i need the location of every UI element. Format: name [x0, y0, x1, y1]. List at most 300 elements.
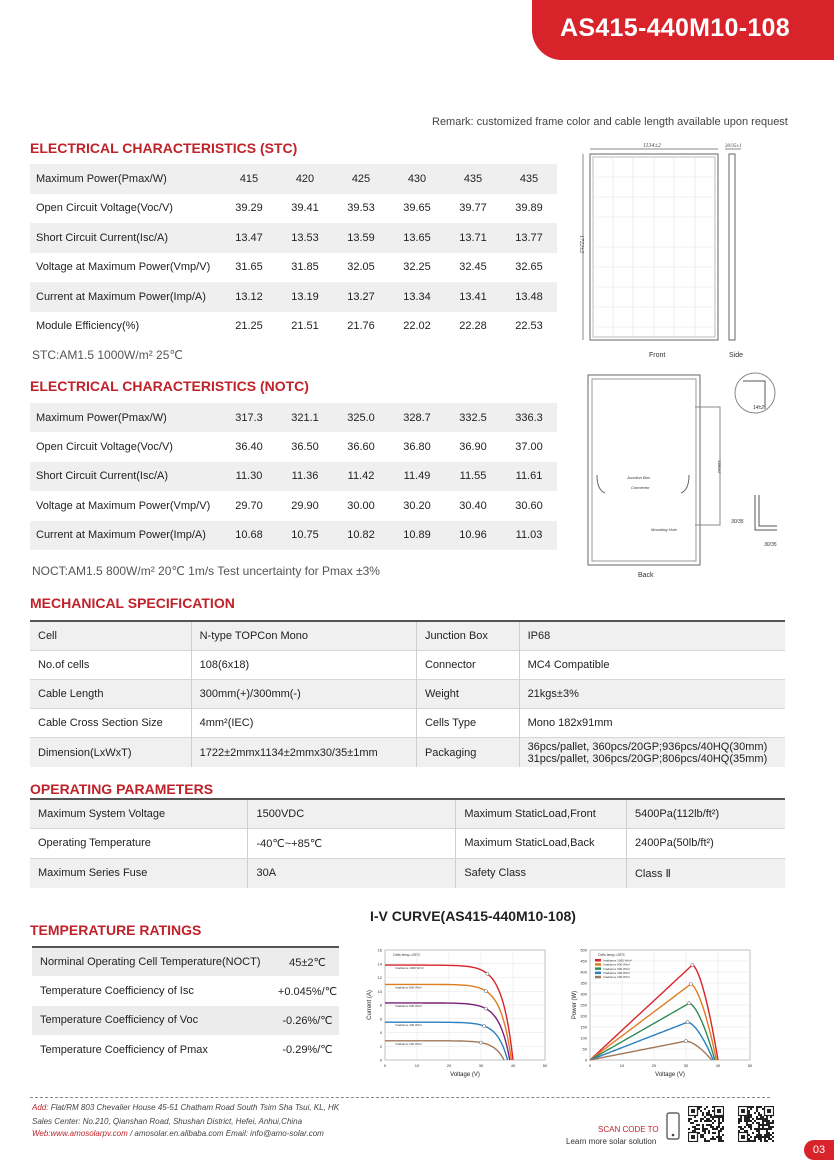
qr-module [766, 1124, 768, 1126]
x-tick-label: 0 [588, 1063, 592, 1068]
spec-value: 32.65 [501, 253, 557, 283]
qr-module [748, 1110, 750, 1112]
qr-module [692, 1126, 694, 1128]
footer-address: Add: Flat/RM 803 Chevalier House 45-51 Chatham Road South Tsim Sha Tsui, KL, HK [32, 1103, 340, 1112]
qr-module [744, 1130, 746, 1132]
qr-module [712, 1128, 714, 1130]
spec-row [32, 947, 339, 976]
spec-key: Cells Type [416, 709, 519, 738]
spec-row [30, 738, 785, 767]
qr-module [710, 1138, 712, 1140]
spec-value: 30.60 [501, 491, 557, 520]
qr-module [714, 1138, 716, 1140]
qr-module [758, 1122, 760, 1124]
spec-value: 39.53 [333, 194, 389, 224]
qr-module [690, 1118, 692, 1120]
x-axis-label: Voltage (V) [655, 1072, 685, 1078]
stc-note: STC:AM1.5 1000W/m² 25℃ [32, 348, 183, 362]
spec-value: 11.03 [501, 521, 557, 550]
qr-module [766, 1136, 768, 1138]
max-power-point [484, 1007, 487, 1010]
back-panel-outline [588, 375, 700, 565]
qr-module [704, 1128, 706, 1130]
qr-module [760, 1128, 762, 1130]
spec-value-line: 31pcs/pallet, 306pcs/20GP;806pcs/40HQ(35mm) [527, 752, 768, 765]
qr-module [746, 1118, 748, 1120]
qr-module [722, 1126, 724, 1128]
notc-note: NOCT:AM1.5 800W/m² 20℃ 1m/s Test uncertainty for Pmax ±3% [32, 564, 380, 578]
spec-value: 36.40 [221, 432, 277, 461]
qr-module [756, 1130, 758, 1132]
spec-value: 1722±2mmx1134±2mmx30/35±1mm [191, 738, 416, 767]
spec-row [30, 799, 785, 829]
qr-module [748, 1116, 750, 1118]
spec-label: Voltage at Maximum Power(Vmp/V) [30, 253, 221, 283]
qr-module [756, 1128, 758, 1130]
qr-module [762, 1124, 764, 1126]
spec-value: 13.59 [333, 223, 389, 253]
y-tick-label: 300 [580, 991, 587, 997]
spec-key: Junction Box [416, 621, 519, 650]
qr-module [698, 1124, 700, 1126]
qr-module [756, 1116, 758, 1118]
spec-row [30, 679, 785, 708]
qr-module [716, 1136, 718, 1138]
qr-module [704, 1108, 706, 1110]
max-power-point [686, 1021, 689, 1024]
side-label: Side [729, 352, 744, 359]
qr-module [738, 1130, 740, 1132]
qr-module [760, 1134, 762, 1136]
qr-module [708, 1110, 710, 1112]
spec-value: 10.82 [333, 521, 389, 550]
spec-row [30, 312, 557, 342]
spec-value: 22.02 [389, 312, 445, 342]
stc-title: ELECTRICAL CHARACTERISTICS (STC) [30, 140, 298, 156]
qr-module [694, 1120, 696, 1122]
stc-table [30, 164, 557, 341]
side-dim: 30/35±1 [725, 144, 742, 149]
spec-key: Cell [30, 621, 191, 650]
spec-key: Operating Temperature [30, 829, 248, 859]
qr-module [712, 1110, 714, 1112]
spec-key: Packaging [416, 738, 519, 767]
qr-module [718, 1126, 720, 1128]
qr-module [718, 1116, 720, 1118]
qr-module [772, 1132, 774, 1134]
notc-table [30, 403, 557, 550]
spec-label: Open Circuit Voltage(Voc/V) [30, 432, 221, 461]
spec-value: 11.61 [501, 462, 557, 491]
qr-module [748, 1118, 750, 1120]
qr-module [758, 1130, 760, 1132]
spec-value: 39.29 [221, 194, 277, 224]
qr-module [740, 1120, 742, 1122]
legend-swatch [595, 967, 601, 970]
spec-row [32, 976, 339, 1005]
qr-module [712, 1136, 714, 1138]
spec-label: Temperature Coefficiency of Voc [32, 1006, 269, 1035]
qr-module [712, 1122, 714, 1124]
spec-value: 32.45 [445, 253, 501, 283]
max-power-point [479, 1041, 482, 1044]
footer-divider [30, 1097, 770, 1098]
qr-module [740, 1128, 742, 1130]
qr-module [716, 1126, 718, 1128]
front-width-dim: 1134±2 [643, 143, 661, 149]
spec-value: 21.76 [333, 312, 389, 342]
spec-value: 39.77 [445, 194, 501, 224]
max-power-point [684, 1039, 687, 1042]
back-label: Back [638, 572, 654, 579]
spec-key: Maximum System Voltage [30, 799, 248, 829]
qr-module [760, 1124, 762, 1126]
series-label: Irradiance 800 W/m² [395, 985, 423, 990]
qr-module [756, 1118, 758, 1120]
qr-module [708, 1140, 710, 1142]
qr-module [754, 1140, 756, 1142]
qr-module [764, 1124, 766, 1126]
spec-value: 21.25 [221, 312, 277, 342]
temperature-title: TEMPERATURE RATINGS [30, 922, 202, 938]
qr-module [750, 1128, 752, 1130]
spec-value: 435 [445, 164, 501, 194]
spec-row [30, 164, 557, 194]
qr-code-icon[interactable] [738, 1106, 774, 1142]
qr-module [708, 1124, 710, 1126]
spec-value: 31.85 [277, 253, 333, 283]
iv-curve-title: I-V CURVE(AS415-440M10-108) [370, 908, 576, 924]
qr-module [766, 1134, 768, 1136]
spec-value: 37.00 [501, 432, 557, 461]
qr-module [768, 1126, 770, 1128]
qr-module [768, 1132, 770, 1134]
x-tick-label: 30 [478, 1063, 484, 1068]
qr-module [708, 1112, 710, 1114]
spec-label: Short Circuit Current(Isc/A) [30, 462, 221, 491]
max-power-point [689, 983, 692, 986]
qr-module [708, 1130, 710, 1132]
qr-module [766, 1120, 768, 1122]
qr-module [688, 1118, 690, 1120]
y-tick-label: 400 [580, 969, 587, 975]
spec-value: 22.53 [501, 312, 557, 342]
page-number: 03 [804, 1140, 834, 1160]
qr-module [764, 1140, 766, 1142]
x-tick-label: 20 [446, 1063, 452, 1068]
qr-module [696, 1128, 698, 1130]
y-tick-label: 4 [379, 1030, 382, 1035]
qr-finder-center [691, 1135, 695, 1139]
qr-module [764, 1118, 766, 1120]
qr-module [694, 1128, 696, 1130]
spec-value: 1500VDC [248, 799, 456, 829]
profile-dim-1: 30/35 [731, 519, 744, 525]
qr-module [750, 1136, 752, 1138]
qr-module [754, 1120, 756, 1122]
qr-module [772, 1120, 774, 1122]
qr-module [718, 1136, 720, 1138]
qr-module [720, 1140, 722, 1142]
qr-module [694, 1130, 696, 1132]
qr-module [722, 1116, 724, 1118]
qr-module [738, 1126, 740, 1128]
qr-module [768, 1124, 770, 1126]
qr-code-icon[interactable] [688, 1106, 724, 1142]
spec-label: Temperature Coefficiency of Isc [32, 976, 269, 1005]
spec-row [30, 432, 557, 461]
legend-label: Irradiance 1000 W/m² [603, 958, 632, 963]
spec-value: 13.53 [277, 223, 333, 253]
qr-module [696, 1124, 698, 1126]
x-tick-label: 30 [683, 1063, 689, 1068]
qr-module [744, 1116, 746, 1118]
spec-value: 22.28 [445, 312, 501, 342]
spec-key: Cable Length [30, 679, 191, 708]
qr-module [722, 1134, 724, 1136]
legend-label: Irradiance 400 W/m² [603, 971, 631, 975]
qr-module [702, 1114, 704, 1116]
spec-value: 13.77 [501, 223, 557, 253]
qr-module [750, 1106, 752, 1108]
back-drawing [575, 365, 790, 585]
qr-finder-center [691, 1109, 695, 1113]
qr-module [752, 1122, 754, 1124]
spec-value: 13.47 [221, 223, 277, 253]
y-tick-label: 450 [580, 958, 587, 964]
qr-module [758, 1132, 760, 1134]
qr-module [746, 1122, 748, 1124]
qr-module [700, 1118, 702, 1120]
x-tick-label: 10 [414, 1063, 420, 1068]
qr-module [706, 1140, 708, 1142]
qr-module [712, 1126, 714, 1128]
y-tick-label: 10 [377, 988, 382, 994]
qr-module [758, 1128, 760, 1130]
front-height-dim: 1722±2 [578, 235, 584, 254]
corner-dim: 14±2 [753, 405, 765, 411]
phone-icon [666, 1112, 680, 1140]
learn-more-text: Learn more solar solution [566, 1137, 657, 1146]
qr-module [748, 1126, 750, 1128]
spec-key: Cable Cross Section Size [30, 709, 191, 738]
spec-value: 39.41 [277, 194, 333, 224]
qr-module [720, 1116, 722, 1118]
qr-module [718, 1122, 720, 1124]
y-tick-label: 12 [377, 975, 382, 980]
qr-module [772, 1136, 774, 1138]
spec-value: 336.3 [501, 403, 557, 432]
qr-module [762, 1122, 764, 1124]
spec-value: MC4 Compatible [519, 650, 785, 679]
qr-module [770, 1134, 772, 1136]
spec-value: 430 [389, 164, 445, 194]
spec-value: Class Ⅱ [626, 858, 785, 888]
qr-module [698, 1106, 700, 1108]
qr-module [720, 1122, 722, 1124]
series-label: Irradiance 600 W/m² [395, 1003, 423, 1008]
spec-row [30, 223, 557, 253]
footer-sales: Sales Center: No.210, Qianshan Road, Shushan District, Hefei, Anhui,China [32, 1117, 303, 1126]
spec-value: 13.41 [445, 282, 501, 312]
qr-module [758, 1134, 760, 1136]
x-tick-label: 10 [619, 1063, 625, 1068]
series-label: Irradiance 1000 W/m² [395, 966, 424, 971]
qr-module [770, 1116, 772, 1118]
front-label: Front [649, 352, 666, 359]
qr-module [718, 1134, 720, 1136]
notc-title: ELECTRICAL CHARACTERISTICS (NOTC) [30, 378, 309, 394]
spec-value: 21.51 [277, 312, 333, 342]
qr-module [740, 1118, 742, 1120]
qr-module [718, 1120, 720, 1122]
qr-module [768, 1136, 770, 1138]
qr-module [720, 1130, 722, 1132]
qr-module [706, 1120, 708, 1122]
y-tick-label: 14 [377, 961, 382, 967]
qr-module [702, 1134, 704, 1136]
qr-module [760, 1118, 762, 1120]
qr-module [768, 1138, 770, 1140]
qr-module [740, 1116, 742, 1118]
spec-value: 36.50 [277, 432, 333, 461]
qr-module [764, 1138, 766, 1140]
qr-module [714, 1116, 716, 1118]
qr-module [754, 1128, 756, 1130]
x-axis-label: Voltage (V) [450, 1072, 480, 1078]
qr-module [708, 1114, 710, 1116]
qr-module [706, 1112, 708, 1114]
qr-module [714, 1132, 716, 1134]
max-power-point [688, 1002, 691, 1005]
spec-value: N-type TOPCon Mono [191, 621, 416, 650]
spec-value: 32.25 [389, 253, 445, 283]
website-link[interactable]: www.amosolarpv.com [50, 1129, 128, 1138]
mechanical-title: MECHANICAL SPECIFICATION [30, 595, 235, 611]
max-power-point [486, 972, 489, 975]
spec-label: Maximum Power(Pmax/W) [30, 164, 221, 194]
spec-row [30, 858, 785, 888]
y-tick-label: 16 [377, 947, 382, 953]
spec-value: 435 [501, 164, 557, 194]
y-tick-label: 50 [582, 1046, 587, 1052]
qr-module [748, 1114, 750, 1116]
operating-table [30, 798, 785, 888]
qr-module [764, 1134, 766, 1136]
qr-module [750, 1120, 752, 1122]
spec-value: 21kgs±3% [519, 679, 785, 708]
spec-value: 29.90 [277, 491, 333, 520]
iv-current-chart [355, 938, 560, 1083]
qr-module [758, 1138, 760, 1140]
qr-module [754, 1112, 756, 1114]
qr-module [760, 1140, 762, 1142]
qr-module [750, 1108, 752, 1110]
qr-module [764, 1136, 766, 1138]
qr-module [752, 1106, 754, 1108]
qr-module [750, 1114, 752, 1116]
spec-key: Maximum Series Fuse [30, 858, 248, 888]
spec-value: 11.55 [445, 462, 501, 491]
remark-text: Remark: customized frame color and cable length available upon request [432, 116, 788, 128]
spec-value: 13.34 [389, 282, 445, 312]
spec-value: 10.75 [277, 521, 333, 550]
qr-module [700, 1120, 702, 1122]
qr-module [722, 1128, 724, 1130]
iv-power-chart [560, 938, 760, 1083]
chart-note: Cells temp.=25℃ [393, 953, 421, 957]
qr-module [758, 1114, 760, 1116]
qr-module [758, 1126, 760, 1128]
scan-code-text: SCAN CODE TO [598, 1125, 659, 1134]
spec-value: 420 [277, 164, 333, 194]
qr-module [748, 1134, 750, 1136]
qr-finder-center [767, 1109, 771, 1113]
spec-value: 32.05 [333, 253, 389, 283]
qr-module [750, 1126, 752, 1128]
spec-label: Temperature Coefficiency of Pmax [32, 1035, 269, 1064]
qr-module [768, 1122, 770, 1124]
qr-module [756, 1134, 758, 1136]
qr-module [746, 1116, 748, 1118]
qr-module [718, 1130, 720, 1132]
spec-value [519, 738, 785, 767]
spec-row [30, 621, 785, 650]
spec-value: 11.36 [277, 462, 333, 491]
qr-module [704, 1138, 706, 1140]
y-tick-label: 500 [580, 947, 587, 953]
qr-module [708, 1118, 710, 1120]
junction-box-label: Junction Box [627, 475, 650, 480]
mechanical-table [30, 620, 785, 767]
qr-module [752, 1132, 754, 1134]
qr-module [762, 1126, 764, 1128]
spec-row [30, 709, 785, 738]
qr-module [712, 1106, 714, 1108]
spec-row [30, 829, 785, 859]
spec-label: Current at Maximum Power(Imp/A) [30, 282, 221, 312]
qr-module [702, 1124, 704, 1126]
spec-value: 30.00 [333, 491, 389, 520]
qr-module [762, 1108, 764, 1110]
spec-value: 11.30 [221, 462, 277, 491]
max-power-point [484, 989, 487, 992]
qr-module [698, 1128, 700, 1130]
qr-module [766, 1118, 768, 1120]
qr-module [756, 1106, 758, 1108]
spec-value: 425 [333, 164, 389, 194]
qr-module [766, 1140, 768, 1142]
qr-module [752, 1118, 754, 1120]
qr-module [748, 1124, 750, 1126]
qr-module [710, 1114, 712, 1116]
qr-module [714, 1120, 716, 1122]
qr-module [706, 1128, 708, 1130]
qr-finder-center [741, 1109, 745, 1113]
max-power-point [691, 963, 694, 966]
qr-module [742, 1128, 744, 1130]
spec-row [30, 194, 557, 224]
qr-module [770, 1138, 772, 1140]
qr-module [744, 1120, 746, 1122]
qr-module [714, 1128, 716, 1130]
footer-address-label: Add: [32, 1103, 49, 1112]
qr-module [718, 1124, 720, 1126]
y-tick-label: 6 [379, 1016, 382, 1022]
qr-module [758, 1124, 760, 1126]
qr-finder-center [717, 1109, 721, 1113]
qr-module [704, 1116, 706, 1118]
